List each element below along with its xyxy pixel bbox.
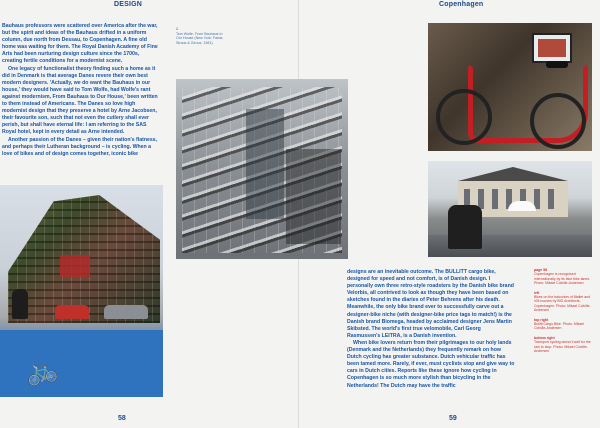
cyclist-figure [448,205,482,249]
caption-top-right: top right Bullitt Cargo Bike. Photo: Mikael Colville-Andersen [534,317,584,331]
figure-number: 1 [176,27,178,31]
caption-bottom-right: bottom right Transport cycling doesn't wait for the rain to stop. Photo: Mikael Colville-Andersen [534,335,591,354]
caption-left: left Bikes on the balconies of 8tallet and VM-houses by BIG Architects, Copenhagen. Photo: Mikael Colville-Andersen [534,290,591,313]
balcony-architecture-photo [176,79,348,259]
page-number-right: 59 [449,415,457,422]
grey-car [104,305,148,319]
photo-captions [534,268,592,359]
white-umbrella [508,201,536,211]
figure-caption-text: Tom Wolfe, From Bauhaus to Our House (New York: Farrar, Straus & Giroux, 1981). [176,31,224,45]
left-body-text [2,23,160,158]
shadowed-facade [286,149,341,244]
paragraph: One legacy of functionalist theory finding such a home as it did in Denmark is that average Danes revere their own best modern designers. 'Actually, we do want the Bauhaus in our house,' they would have said to Tom Wolfe, had Wolfe's rant against modernism, From Bauhaus to Our House,' been written to them instead of Americans. The Danes so love high modernist design that they preserve a hotel by Arne Jacobsen, their favourite son, such that not even the cutlery shall ever perish, but shall have eternal life: I am referring to the SAS Royal hotel, kept in every detail as Arne intended. [2,65,158,136]
paragraph: designs are an inevitable outcome. The BULLITT cargo bike, designed for speed and not comfort, is of Danish design. I personally own three retro-style roadsters by the Danish bike brand Velorbis, all contrived to look as though they have been based on sketches found in the diaries of Peter Behrens after his death. Meanwhile, the only bike brand ever to successfully carve out a designer-bike niche (with designer-bike price tags to match!) is the Danish brand Biomega, headed by acclaimed designer Jens Martin Skibsted. The world's first true velomobile, Carl Georg Rasmussen's LEITRA, is a Danish invention. [347,269,514,339]
paragraph: Bauhaus professors were scattered over America after the war, but the spirit and ideas of the Bauhaus drifted in a uniform column, due north from Dessau, to Copenhagen. A fine old home was waiting for them. The Royal Danish Academy of Fine Arts had been nurturing design culture since the 1700s, creating fertile conditions for a modernist scene. [2,23,158,65]
red-car [55,305,89,319]
figure-caption [176,27,226,45]
rainy-street-photo [428,161,592,257]
paragraph: When bike lovers return from their pilgrimages to our holy lands (Denmark and the Netherlands) they frequently remark on how Dutch cycling has greater substance. Dutch vehicular traffic has been tamed more. Rarely, if ever, must cyclists stop and give way to cars in Dutch cities. Reports like these ignore how cycling in Copenhagen is so much more stylish than bicycling in the Netherlands! The Dutch may have the traffic [347,339,515,389]
right-body-text [347,269,515,390]
monitor-screen [532,33,572,63]
paragraph: Another passion of the Danes – given their nation's flatness, and perhaps their Lutheran background – is cycling. When a love of bikes and of design comes together, iconic bike [2,136,158,157]
section-head-copenhagen: Copenhagen [439,1,484,8]
red-facade-panel [60,255,90,277]
glass-facade [246,109,284,219]
cargo-bike-photo [428,23,592,151]
bike-lane-photo [0,185,163,397]
page-number-left: 58 [118,415,126,422]
bicycle-icon: 🚲 [22,351,61,389]
section-head-design: DESIGN [114,1,143,8]
cyclist-figure [12,289,28,319]
bike-saddle [546,61,568,68]
caption-page-58: page 58 Copenhagen is recognised internationally by its blue bike lanes. Photo: Mikael Colville-Andersen [534,268,591,286]
front-wheel [436,89,492,145]
rear-wheel [530,93,586,149]
